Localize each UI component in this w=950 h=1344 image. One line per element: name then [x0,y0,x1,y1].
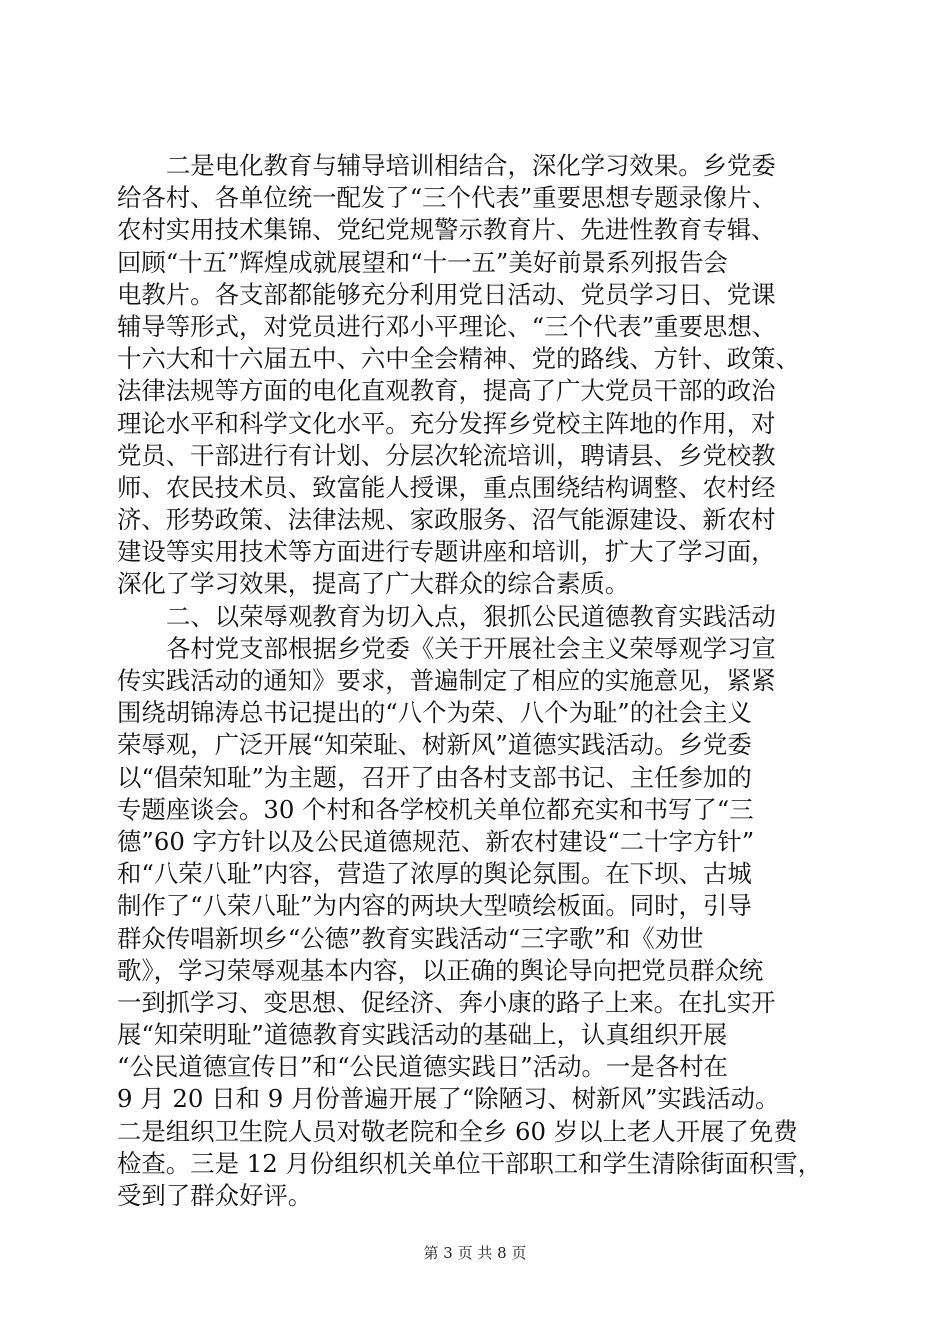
text-line: 理论水平和科学文化水平。充分发挥乡党校主阵地的作用，对 [117,408,776,438]
text-line: 回顾“十五”辉煌成就展望和“十一五”美好前景系列报告会 [117,247,728,277]
text-line: 农村实用技术集锦、党纪党规警示教育片、先进性教育专辑、 [117,215,776,245]
text-line: 济、形势政策、法律法规、家政服务、沼气能源建设、新农村 [117,505,776,535]
text-line: 师、农民技术员、致富能人授课，重点围绕结构调整、农村经 [117,472,776,502]
text-line: 群众传唱新坝乡“公德”教育实践活动“三字歌”和《劝世 [117,923,704,953]
text-line: 二是组织卫生院人员对敬老院和全乡 60 岁以上老人开展了免费 [117,1116,798,1146]
text-line: 和“八荣八耻”内容，营造了浓厚的舆论氛围。在下坝、古城 [117,859,752,889]
text-line: 建设等实用技术等方面进行专题讲座和培训，扩大了学习面， [117,537,776,567]
text-line: 展“知荣明耻”道德教育实践活动的基础上，认真组织开展 [117,1020,728,1050]
text-line: 一到抓学习、变思想、促经济、奔小康的路子上来。在扎实开 [117,987,776,1017]
text-line: 十六大和十六届五中、六中全会精神、党的路线、方针、政策、 [117,344,800,374]
text-line: 以“倡荣知耻”为主题，召开了由各村支部书记、主任参加的 [117,762,752,792]
text-line: 法律法规等方面的电化直观教育，提高了广大党员干部的政治 [117,376,776,406]
document-body [117,150,839,1212]
text-line: 传实践活动的通知》要求，普遍制定了相应的实施意见，紧紧 [117,666,776,695]
text-line: 党员、干部进行有计划、分层次轮流培训，聘请县、乡党校教 [117,440,776,470]
text-line: 围绕胡锦涛总书记提出的“八个为荣、八个为耻”的社会主义 [117,698,752,728]
page-footer [0,1243,950,1263]
text-line: 深化了学习效果，提高了广大群众的综合素质。 [117,569,630,599]
text-line: 给各村、各单位统一配发了“三个代表”重要思想专题录像片、 [117,183,777,213]
text-line: 德”60 字方针以及公民道德规范、新农村建设“二十字方针” [117,826,755,856]
text-line: 电教片。各支部都能够充分利用党日活动、党员学习日、党课 [117,279,776,309]
text-line: 专题座谈会。30 个村和各学校机关单位都充实和书写了“三 [117,794,754,824]
text-line: 荣辱观，广泛开展“知荣耻、树新风”道德实践活动。乡党委 [117,730,752,760]
text-line: “公民道德宣传日”和“公民道德实践日”活动。一是各村在 [117,1052,728,1082]
text-line: 制作了“八荣八耻”为内容的两块大型喷绘板面。同时，引导 [117,891,752,921]
page-number-label: 第 3 页 共 8 页 [423,1244,527,1262]
text-line: 受到了群众好评。 [117,1181,313,1210]
text-line: 辅导等形式，对党员进行邓小平理论、“三个代表”重要思想、 [117,311,777,341]
text-line: 各村党支部根据乡党委《关于开展社会主义荣辱观学习宣 [166,633,776,663]
text-line: 二、以荣辱观教育为切入点，狠抓公民道德教育实践活动 [166,601,776,631]
text-line: 检查。三是 12 月份组织机关单位干部职工和学生清除街面积雪， [117,1148,823,1178]
text-line: 二是电化教育与辅导培训相结合，深化学习效果。乡党委 [166,151,776,180]
text-line: 歌》，学习荣辱观基本内容，以正确的舆论导向把党员群众统 [117,955,764,985]
text-line: 9 月 20 日和 9 月份普遍开展了“除陋习、树新风”实践活动。 [117,1084,780,1114]
